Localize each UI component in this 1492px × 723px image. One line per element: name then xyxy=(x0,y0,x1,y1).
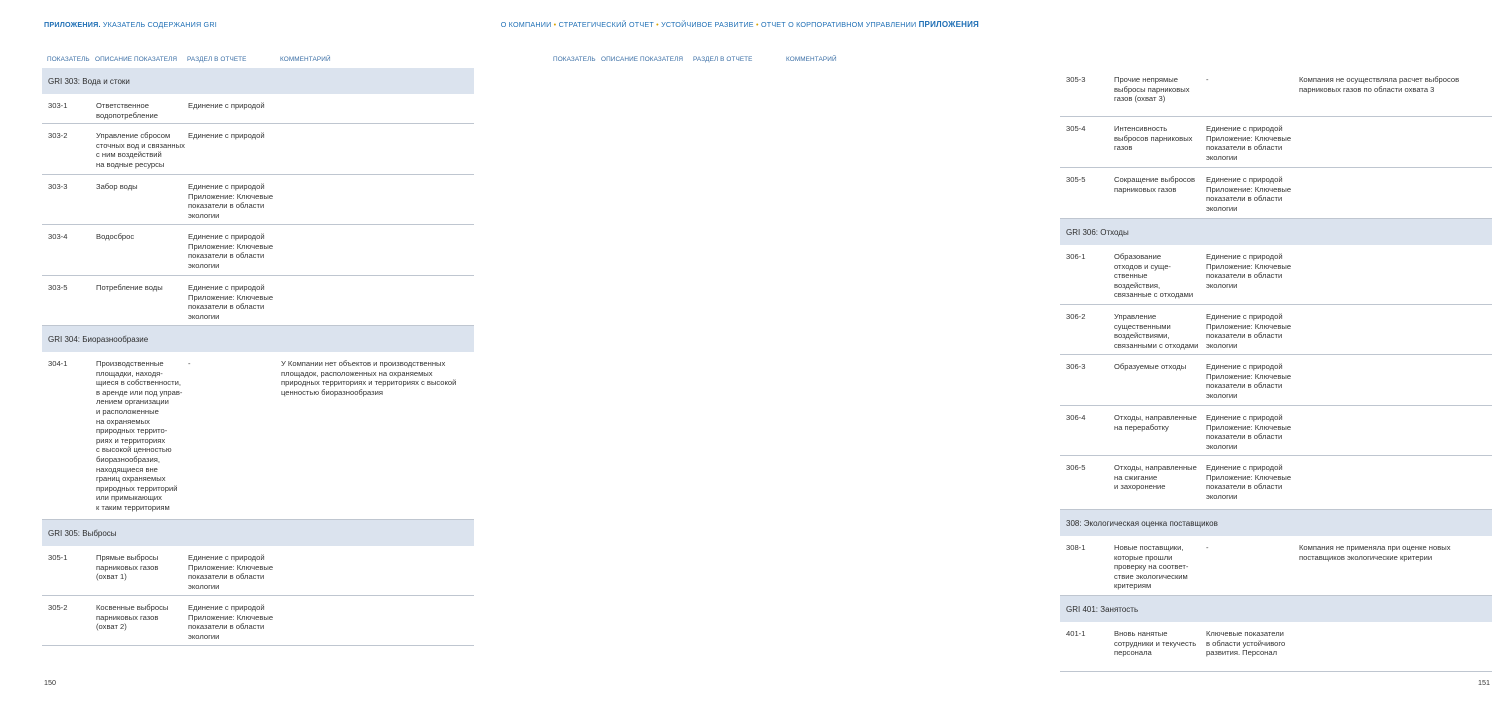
report-section: - xyxy=(1206,543,1209,552)
page-number: 151 xyxy=(1478,678,1490,687)
report-section: Единение с природой Приложение: Ключевые показатели в области экологии xyxy=(1206,413,1292,451)
indicator-code: 306-1 xyxy=(1066,252,1086,261)
col-header-comment: КОММЕНТАРИЙ xyxy=(786,56,837,63)
indicator-code: 306-4 xyxy=(1066,413,1086,422)
report-section: Единение с природой Приложение: Ключевые показатели в области экологии xyxy=(188,553,274,591)
indicator-description: Управление существенными воздействиями, связанными с отходами xyxy=(1114,312,1199,350)
report-section: Единение с природой Приложение: Ключевые показатели в области экологии xyxy=(1206,175,1292,213)
table-row xyxy=(42,124,474,175)
gri-index-table-left xyxy=(42,68,474,646)
indicator-code: 308-1 xyxy=(1066,543,1086,552)
table-row xyxy=(1060,245,1492,305)
indicator-code: 305-5 xyxy=(1066,175,1086,184)
table-row xyxy=(42,276,474,326)
table-row xyxy=(42,352,474,520)
report-section: Единение с природой Приложение: Ключевые показатели в области экологии xyxy=(188,232,274,270)
indicator-code: 303-1 xyxy=(48,101,68,110)
indicator-description: Отходы, направленные на переработку xyxy=(1114,413,1197,432)
report-section: Единение с природой Приложение: Ключевые показатели в области экологии xyxy=(1206,463,1292,501)
report-section: Единение с природой xyxy=(188,101,265,110)
left-page xyxy=(0,0,512,723)
indicator-code: 305-2 xyxy=(48,603,68,612)
indicator-description: Сокращение выбросов парниковых газов xyxy=(1114,175,1196,194)
report-section: - xyxy=(1206,75,1209,84)
report-section: - xyxy=(188,359,191,368)
left-page-header xyxy=(44,20,217,29)
indicator-description: Новые поставщики, которые прошли проверку на соответ- ствие экологическим критериям xyxy=(1114,543,1189,591)
indicator-description: Интенсивность выбросов парниковых газов xyxy=(1114,124,1193,153)
report-section: Единение с природой Приложение: Ключевые показатели в области экологии xyxy=(1206,362,1292,400)
table-row xyxy=(42,596,474,646)
table-row xyxy=(42,225,474,276)
table-row xyxy=(1060,68,1492,117)
section-header: GRI 306: Отходы xyxy=(1060,219,1492,245)
indicator-code: 306-3 xyxy=(1066,362,1086,371)
table-row xyxy=(1060,355,1492,406)
nav-sustainable-development[interactable]: УСТОЙЧИВОЕ РАЗВИТИЕ xyxy=(661,20,754,29)
indicator-description: Управление сбросом сточных вод и связанных с ним воздействий на водные ресурсы xyxy=(96,131,185,169)
indicator-description: Потребление воды xyxy=(96,283,163,292)
table-row xyxy=(1060,168,1492,219)
table-row xyxy=(42,546,474,596)
indicator-description: Прочие непрямые выбросы парниковых газов (охват 3) xyxy=(1114,75,1190,104)
report-section: Единение с природой Приложение: Ключевые показатели в области экологии xyxy=(1206,124,1292,162)
report-section: Единение с природой Приложение: Ключевые показатели в области экологии xyxy=(188,603,274,641)
col-header-report-section: РАЗДЕЛ В ОТЧЕТЕ xyxy=(693,56,753,63)
col-header-description: ОПИСАНИЕ ПОКАЗАТЕЛЯ xyxy=(601,56,684,63)
indicator-description: Водосброс xyxy=(96,232,135,241)
table-row xyxy=(1060,536,1492,596)
comment: Компания не осуществляла расчет выбросов парниковых газов по области охвата 3 xyxy=(1299,75,1460,94)
indicator-description: Производственные площадки, находя- щиеся в собственности, в аренде или под управ- лением организации и расположенные на охраняемых природных террито- риях и территориях с высокой ценностью биоразнообразия, находящиеся вне границ охраняемых природных территорий или примыкающих к таким территориям xyxy=(96,359,183,512)
report-section: Единение с природой Приложение: Ключевые показатели в области экологии xyxy=(188,283,274,321)
table-row xyxy=(42,175,474,225)
gri-index-table-right xyxy=(1060,68,1492,672)
indicator-description: Косвенные выбросы парниковых газов (охват 2) xyxy=(96,603,169,632)
page-number: 150 xyxy=(44,678,56,687)
table-row xyxy=(1060,305,1492,355)
indicator-description: Прямые выбросы парниковых газов (охват 1) xyxy=(96,553,159,582)
col-header-comment: КОММЕНТАРИЙ xyxy=(280,56,331,63)
section-header: GRI 303: Вода и стоки xyxy=(42,68,474,94)
indicator-code: 306-5 xyxy=(1066,463,1086,472)
indicator-code: 306-2 xyxy=(1066,312,1086,321)
report-section: Единение с природой Приложение: Ключевые показатели в области экологии xyxy=(188,182,274,220)
indicator-description: Забор воды xyxy=(96,182,138,191)
col-header-indicator: ПОКАЗАТЕЛЬ xyxy=(47,56,90,63)
table-row xyxy=(1060,622,1492,672)
header-subtitle: УКАЗАТЕЛЬ СОДЕРЖАНИЯ GRI xyxy=(102,20,217,29)
report-section: Единение с природой xyxy=(188,131,265,140)
indicator-code: 401-1 xyxy=(1066,629,1086,638)
indicator-code: 303-5 xyxy=(48,283,68,292)
indicator-description: Образуемые отходы xyxy=(1114,362,1187,371)
indicator-description: Отходы, направленные на сжигание и захоронение xyxy=(1114,463,1197,492)
table-row xyxy=(1060,117,1492,168)
nav-about[interactable]: О КОМПАНИИ xyxy=(500,20,552,29)
indicator-description: Образование отходов и суще- ственные воздействия, связанные с отходами xyxy=(1114,252,1194,300)
nav-strategic-report[interactable]: СТРАТЕГИЧЕСКИЙ ОТЧЕТ xyxy=(558,20,654,29)
indicator-code: 305-3 xyxy=(1066,75,1086,84)
header-section: ПРИЛОЖЕНИЯ. xyxy=(44,20,101,29)
indicator-code: 304-1 xyxy=(48,359,68,368)
table-row xyxy=(1060,406,1492,456)
indicator-code: 303-4 xyxy=(48,232,68,241)
indicator-code: 303-2 xyxy=(48,131,68,140)
section-header: GRI 304: Биоразнообразие xyxy=(42,326,474,352)
right-page-header: О КОМПАНИИ • СТРАТЕГИЧЕСКИЙ ОТЧЕТ • УСТОЙЧИВОЕ РАЗВИТИЕ • ОТЧЕТ О КОРПОРАТИВНОМ УПРАВЛЕНИИ ПРИЛОЖЕНИЯ xyxy=(500,20,979,29)
indicator-code: 305-4 xyxy=(1066,124,1086,133)
right-page xyxy=(500,0,1490,723)
report-section: Единение с природой Приложение: Ключевые показатели в области экологии xyxy=(1206,312,1292,350)
col-header-description: ОПИСАНИЕ ПОКАЗАТЕЛЯ xyxy=(95,56,178,63)
table-row xyxy=(42,94,474,124)
nav-appendices-active[interactable]: ПРИЛОЖЕНИЯ xyxy=(918,20,979,29)
indicator-code: 305-1 xyxy=(48,553,68,562)
indicator-code: 303-3 xyxy=(48,182,68,191)
table-row xyxy=(1060,456,1492,510)
section-header: GRI 401: Занятость xyxy=(1060,596,1492,622)
section-header: 308: Экологическая оценка поставщиков xyxy=(1060,510,1492,536)
report-section: Ключевые показатели в области устойчивого развития. Персонал xyxy=(1206,629,1286,658)
indicator-description: Ответственное водопотребление xyxy=(96,101,158,120)
indicator-description: Вновь нанятые сотрудники и текучесть персонала xyxy=(1114,629,1197,658)
report-section: Единение с природой Приложение: Ключевые показатели в области экологии xyxy=(1206,252,1292,290)
section-header: GRI 305: Выбросы xyxy=(42,520,474,546)
comment: Компания не применяла при оценке новых поставщиков экологические критерии xyxy=(1299,543,1451,562)
col-header-indicator: ПОКАЗАТЕЛЬ xyxy=(553,56,596,63)
col-header-report-section: РАЗДЕЛ В ОТЧЕТЕ xyxy=(187,56,247,63)
nav-corporate-governance[interactable]: ОТЧЕТ О КОРПОРАТИВНОМ УПРАВЛЕНИИ xyxy=(760,20,917,29)
comment: У Компании нет объектов и производственных площадок, расположенных на охраняемых природных территориях и территориях с высокой ценностью биоразнообразия xyxy=(281,359,457,397)
